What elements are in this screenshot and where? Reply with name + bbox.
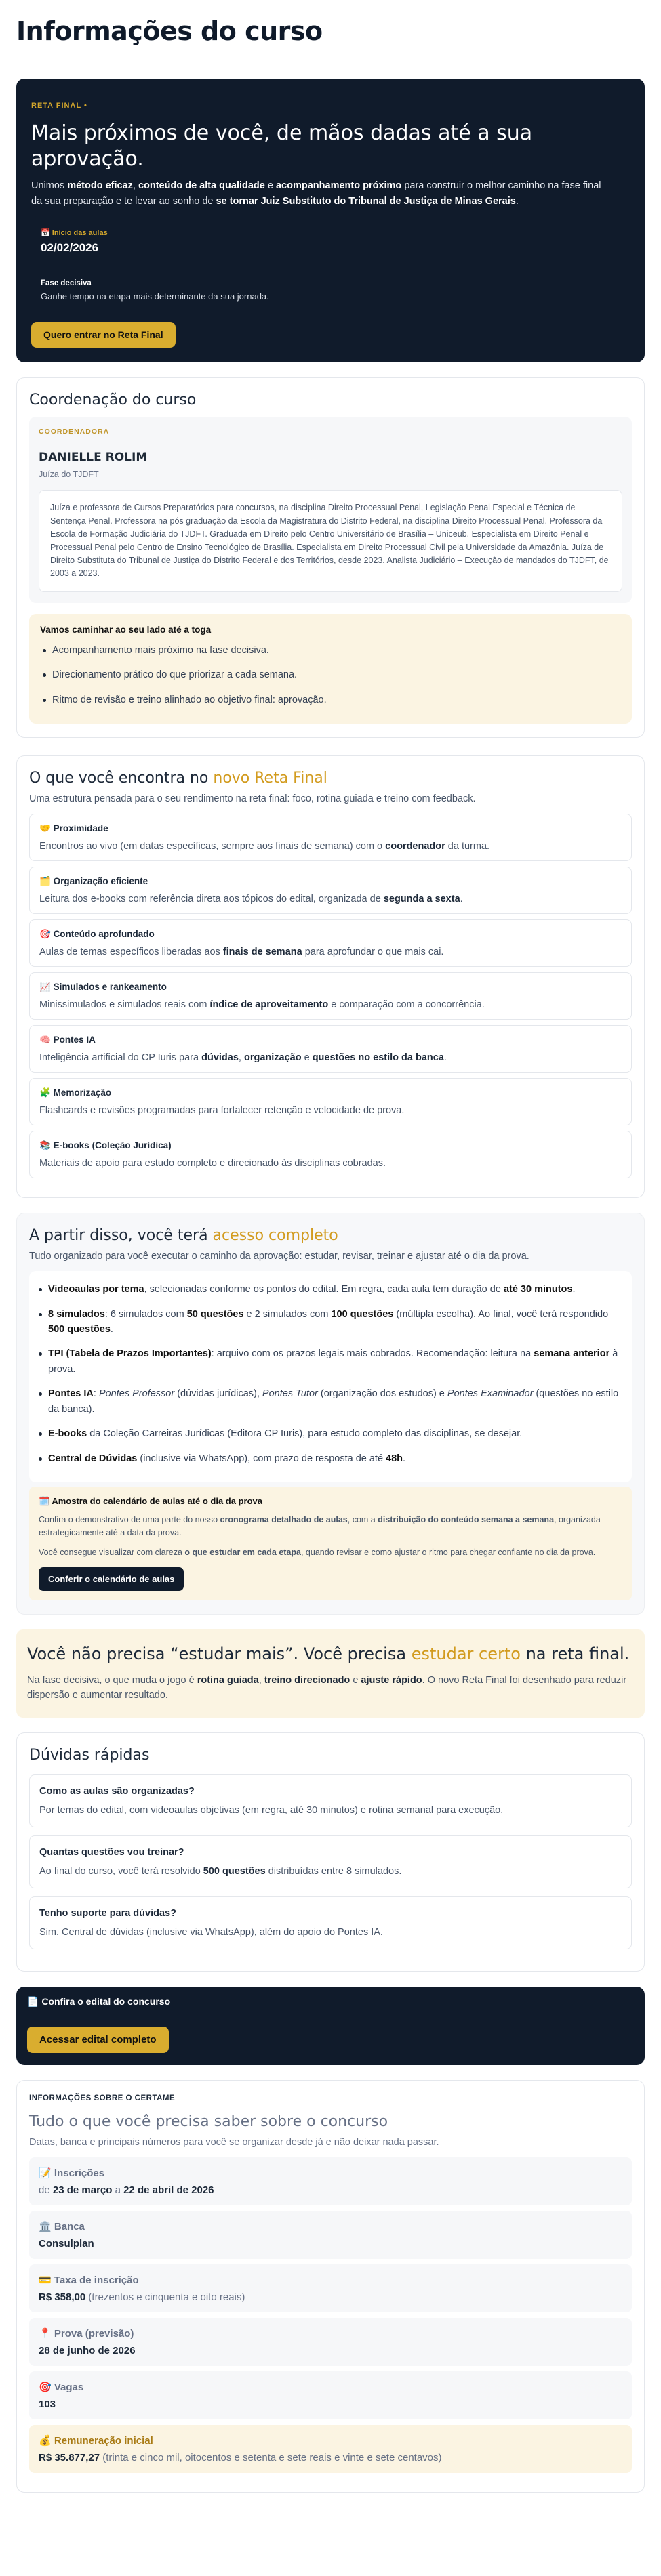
coordinator-role: Juíza do TJDFT <box>39 470 99 480</box>
coordinator-card <box>29 417 632 602</box>
text-bold: semana anterior <box>534 1348 610 1360</box>
feature-text <box>39 1158 622 1169</box>
fact-label-text: Inscrições <box>54 2167 105 2180</box>
title-text: O que você encontra no <box>29 770 214 787</box>
fact-value <box>39 2184 622 2196</box>
text: : <box>93 1388 99 1400</box>
text-bold: índice de aproveitamento <box>209 999 329 1011</box>
text-bold: R$ 358,00 <box>39 2291 86 2304</box>
chart-up-icon: 📈 <box>39 982 54 993</box>
money-bag-icon: 💰 <box>39 2435 54 2447</box>
list-item <box>36 1346 622 1377</box>
edital-label <box>27 1996 634 2008</box>
fact-label <box>39 2327 622 2340</box>
faq-question: Tenho suporte para dúvidas? <box>39 1908 176 1919</box>
text: e <box>264 180 276 191</box>
coordinator-name: DANIELLE ROLIM <box>39 451 148 465</box>
calendar-box <box>29 1487 632 1600</box>
feature-title-text: Conteúdo aprofundado <box>53 929 155 940</box>
text: da Coleção Carreiras Jurídicas (Editora CP Iuris), para estudo completo das disciplinas, se desejar. <box>87 1428 523 1440</box>
faq-item <box>29 1835 632 1888</box>
text: , com a <box>347 1515 378 1525</box>
text-bold: treino direcionado <box>264 1674 350 1686</box>
title-text: Você não precisa “estudar mais”. Você precisa <box>27 1644 412 1663</box>
text: Flashcards e revisões programadas para fortalecer retenção e velocidade de prova. <box>39 1105 405 1117</box>
fact-label-text: Vagas <box>54 2382 84 2394</box>
bank-icon: 🏛️ <box>39 2221 54 2233</box>
calendar-desc-2 <box>39 1546 622 1559</box>
phase-label: Fase decisiva <box>41 279 92 288</box>
target-icon: 🎯 <box>39 2382 54 2394</box>
list-item <box>36 1451 622 1466</box>
fact-value <box>39 2345 622 2356</box>
hero-headline: Mais próximos de você, de mãos dadas até a sua aprovação. <box>31 121 533 171</box>
text: de <box>39 2184 53 2197</box>
text-bold: 48h <box>386 1453 403 1464</box>
text-bold: dúvidas <box>201 1052 239 1064</box>
feature-card <box>29 972 632 1020</box>
start-date-label <box>41 228 630 237</box>
text-bold: questões no estilo da banca <box>312 1052 444 1064</box>
puzzle-icon: 🧩 <box>39 1087 54 1098</box>
feature-text <box>39 1105 622 1116</box>
coordinator-tag: COORDENADORA <box>39 428 110 436</box>
feature-title <box>39 876 622 887</box>
text: Encontros ao vivo (em datas específicas, sempre aos finais de semana) com o <box>39 841 386 852</box>
faq-item <box>29 1774 632 1827</box>
start-date-value: 02/02/2026 <box>41 241 99 255</box>
text-italic: Pontes Professor <box>98 1388 175 1400</box>
brain-icon: 🧠 <box>39 1035 54 1045</box>
text: (trezentos e cinquenta e oito reais) <box>85 2291 245 2304</box>
fact-item <box>29 2264 632 2312</box>
calendar-button[interactable]: Conferir o calendário de aulas <box>39 1567 184 1591</box>
section-title <box>29 1227 632 1244</box>
fact-item <box>29 2371 632 2419</box>
fact-item <box>29 2318 632 2366</box>
text: à prova. <box>48 1348 618 1375</box>
fact-label <box>39 2381 622 2393</box>
study-right-banner <box>16 1629 645 1718</box>
feature-title-text: Organização eficiente <box>53 876 148 887</box>
text: . <box>443 1052 447 1064</box>
text-bold: acompanhamento próximo <box>275 180 402 191</box>
books-icon: 📚 <box>39 1140 54 1151</box>
text: . <box>515 196 519 207</box>
together-list <box>40 643 621 707</box>
faq-answer <box>39 1866 622 1877</box>
title-accent: acesso completo <box>212 1227 338 1245</box>
feature-card <box>29 1078 632 1125</box>
text-bold: 28 de junho de 2026 <box>39 2345 136 2357</box>
text-bold: organização <box>243 1052 302 1064</box>
text: Você consegue visualizar com clareza <box>39 1547 185 1557</box>
text: Unimos <box>31 180 68 191</box>
text: Sim. Central de dúvidas (inclusive via WhatsApp), além do apoio do Pontes IA. <box>39 1927 383 1938</box>
text: (dúvidas jurídicas), <box>174 1388 262 1400</box>
text-bold: E-books <box>48 1428 87 1440</box>
text-bold: coordenador <box>385 841 445 852</box>
text-bold: finais de semana <box>222 947 302 958</box>
fact-label-text: Prova (previsão) <box>54 2328 134 2340</box>
page-title: Informações do curso <box>16 16 323 46</box>
text: . <box>460 894 463 905</box>
text: para construir o melhor caminho na fase final da sua preparação e te levar ao sonho de <box>31 180 601 207</box>
text-bold: 100 questões <box>331 1308 394 1320</box>
fact-item <box>29 2157 632 2205</box>
faq-question: Quantas questões vou treinar? <box>39 1847 184 1858</box>
text: Confira o demonstrativo de uma parte do nosso <box>39 1515 220 1525</box>
fact-item <box>29 2211 632 2259</box>
edital-label-text: Confira o edital do concurso <box>41 1996 171 2008</box>
pin-icon: 📍 <box>39 2328 54 2340</box>
credit-card-icon: 💳 <box>39 2274 54 2287</box>
section-title: Dúvidas rápidas <box>29 1747 150 1764</box>
calendar-desc-1 <box>39 1514 622 1539</box>
list-item: Acompanhamento mais próximo na fase decisiva. <box>40 643 621 658</box>
text: (inclusive via WhatsApp), com prazo de resposta de até <box>137 1453 386 1464</box>
text-bold: método eficaz <box>67 180 133 191</box>
fact-label-text: Banca <box>54 2221 85 2233</box>
pencil-icon: 📝 <box>39 2167 54 2180</box>
feature-title <box>39 1140 622 1151</box>
text: , quando revisar e como ajustar o ritmo para chegar confiante no dia da prova. <box>300 1547 596 1557</box>
feature-card <box>29 867 632 914</box>
text: : arquivo com os prazos legais mais cobrados. Recomendação: leitura na <box>211 1348 534 1360</box>
text-italic: Pontes Tutor <box>262 1388 318 1400</box>
faq-question: Como as aulas são organizadas? <box>39 1786 195 1798</box>
text-bold: 500 questões <box>48 1323 111 1335</box>
hero-lead <box>31 178 614 209</box>
feature-title <box>39 982 622 993</box>
feature-list <box>29 814 632 1178</box>
text: Por temas do edital, com videoaulas objetivas (em regra, até 30 minutos) e rotina semanal para execução. <box>39 1805 504 1816</box>
fact-value <box>39 2398 622 2410</box>
feature-title <box>39 929 622 940</box>
feature-text <box>39 1052 622 1063</box>
fact-label <box>39 2434 622 2447</box>
text: . <box>110 1323 113 1335</box>
text-bold: Central de Dúvidas <box>48 1453 138 1464</box>
fact-value <box>39 2238 622 2249</box>
title-accent: estudar certo <box>411 1644 521 1663</box>
calendar-icon: 🗓️ <box>39 1496 52 1507</box>
list-item <box>36 1426 622 1441</box>
feature-text <box>39 841 622 852</box>
feature-text <box>39 999 622 1010</box>
feature-title <box>39 1087 622 1098</box>
together-title: Vamos caminhar ao seu lado até a toga <box>40 624 212 635</box>
section-subtitle: Datas, banca e principais números para você se organizar desde já e não deixar nada passar. <box>29 2137 439 2148</box>
text: Minissimulados e simulados reais com <box>39 999 210 1011</box>
title-text: na reta final. <box>520 1644 630 1663</box>
text: a <box>112 2184 124 2197</box>
text-bold: segunda a sexta <box>383 894 460 905</box>
calendar-icon: 📅 <box>41 229 52 238</box>
hero-kicker: RETA FINAL • <box>31 102 87 110</box>
text: . O novo Reta Final foi desenhado para reduzir dispersão e aumentar resultado. <box>27 1674 627 1701</box>
fact-label <box>39 2274 622 2286</box>
exam-info-section <box>16 2080 645 2493</box>
section-title: Coordenação do curso <box>29 392 197 409</box>
phase-text: Ganhe tempo na etapa mais determinante da sua jornada. <box>41 291 269 302</box>
calendar-title <box>39 1496 622 1507</box>
section-subtitle: Uma estrutura pensada para o seu rendimento na reta final: foco, rotina guiada e treino com feedback. <box>29 793 476 805</box>
title-text: A partir disso, você terá <box>29 1227 213 1245</box>
feature-title-text: Simulados e rankeamento <box>53 982 167 993</box>
facts-list <box>29 2157 632 2473</box>
banner-text <box>27 1673 634 1703</box>
text-bold: o que estudar em cada etapa <box>184 1547 301 1557</box>
text: Ao final do curso, você terá resolvido <box>39 1866 203 1877</box>
list-item <box>36 1282 622 1297</box>
text-bold: Pontes IA <box>48 1388 94 1400</box>
feature-title <box>39 1035 622 1045</box>
text-bold: R$ 35.877,27 <box>39 2452 100 2464</box>
fact-label <box>39 2167 622 2179</box>
feature-card <box>29 814 632 861</box>
text-bold: distribuição do conteúdo semana a semana <box>378 1515 555 1525</box>
text-bold: Consulplan <box>39 2238 94 2250</box>
feature-title-text: E-books (Coleção Jurídica) <box>53 1140 172 1151</box>
feature-text <box>39 894 622 905</box>
features-section <box>16 755 645 1198</box>
faq-item <box>29 1896 632 1949</box>
coordinator-bio: Juíza e professora de Cursos Preparatórios para concursos, na disciplina Direito Processual Penal, Legislação Penal Especial e Técnica de Sentença Penal. Professora na pós graduação da Escola da Magistratura do Distrito Federal, na disciplina Direito Processual Penal. Professora da Escola de Formação Judiciária do TJDFT. Graduada em Direito pelo Centro Universitário de Brasília – Uniceub. Especialista em Direito Penal e Processual Penal pelo Centro de Ensino Tecnológico de Brasília. Especialista em Direito Processual Civil pela Universidade da Amazônia. Juíza de Direito Substituta do Tribunal de Justiça do Distrito Federal e dos Territórios, desde 2023. Analista Judiciário – Execução de mandados do TJDFT, de 2003 a 2023. <box>39 490 622 591</box>
feature-title-text: Pontes IA <box>53 1035 96 1045</box>
feature-title <box>39 823 622 834</box>
text: , <box>258 1674 264 1686</box>
text-bold: 50 questões <box>186 1308 244 1320</box>
feature-card <box>29 919 632 967</box>
banner-title <box>27 1644 634 1663</box>
section-header: INFORMAÇÕES SOBRE O CERTAME <box>29 2094 176 2103</box>
text-bold: Videoaulas por tema <box>48 1284 144 1295</box>
text: distribuídas entre 8 simulados. <box>265 1866 402 1877</box>
together-box <box>29 614 632 724</box>
faq-section <box>16 1732 645 1972</box>
fact-item <box>29 2425 632 2473</box>
text-bold: ajuste rápido <box>361 1674 422 1686</box>
text-bold: rotina guiada <box>197 1674 259 1686</box>
folder-icon: 🗂️ <box>39 876 54 887</box>
title-accent: novo Reta Final <box>213 770 327 787</box>
text: . <box>572 1284 576 1295</box>
document-icon: 📄 <box>27 1996 42 2008</box>
faq-list <box>29 1774 632 1949</box>
section-title: Tudo o que você precisa saber sobre o concurso <box>29 2113 388 2131</box>
start-date-label-text: Início das aulas <box>52 229 108 238</box>
fact-label <box>39 2220 622 2232</box>
fact-label-text: Remuneração inicial <box>54 2435 153 2447</box>
section-title <box>29 770 632 787</box>
list-item: Ritmo de revisão e treino alinhado ao objetivo final: aprovação. <box>40 692 621 707</box>
handshake-icon: 🤝 <box>39 823 54 834</box>
text: Leitura dos e-books com referência direta aos tópicos do edital, organizada de <box>39 894 384 905</box>
text: , <box>238 1052 244 1064</box>
text: Inteligência artificial do CP Iuris para <box>39 1052 202 1064</box>
text: e comparação com a concorrência. <box>328 999 485 1011</box>
fact-value <box>39 2452 622 2464</box>
access-section <box>16 1213 645 1614</box>
text-bold: 22 de abril de 2026 <box>123 2184 214 2197</box>
section-subtitle: Tudo organizado para você executar o caminho da aprovação: estudar, revisar, treinar e ajustar até o dia da prova. <box>29 1251 529 1262</box>
text-bold: conteúdo de alta qualidade <box>138 180 265 191</box>
feature-title-text: Memorização <box>53 1087 112 1098</box>
text: da turma. <box>445 841 490 852</box>
hero-banner <box>16 79 645 362</box>
fact-label-text: Taxa de inscrição <box>54 2274 139 2287</box>
text-bold: 500 questões <box>203 1866 266 1877</box>
coordination-section <box>16 377 645 738</box>
text: e 2 simulados com <box>243 1308 332 1320</box>
text: , <box>132 180 138 191</box>
text: para aprofundar o que mais cai. <box>302 947 444 958</box>
text-bold: se tornar Juiz Substituto do Tribunal de Justiça de Minas Gerais <box>216 196 516 207</box>
open-edital-button[interactable]: Acessar edital completo <box>27 2027 169 2053</box>
text: Na fase decisiva, o que muda o jogo é <box>27 1674 197 1686</box>
feature-title-text: Proximidade <box>53 823 108 834</box>
text-bold: até 30 minutos <box>503 1284 573 1295</box>
faq-answer <box>39 1927 622 1938</box>
text-italic: Pontes Examinador <box>447 1388 534 1400</box>
feature-card <box>29 1131 632 1178</box>
calendar-title-text: Amostra do calendário de aulas até o dia da prova <box>52 1496 262 1507</box>
text: (múltipla escolha). Ao final, você terá respondido <box>393 1308 609 1320</box>
text: : 6 simulados com <box>104 1308 187 1320</box>
fact-value <box>39 2291 622 2303</box>
text: (organização dos estudos) e <box>317 1388 447 1400</box>
list-item <box>36 1386 622 1417</box>
feature-text <box>39 947 622 957</box>
text-bold: 8 simulados <box>48 1308 105 1320</box>
phase-block <box>41 279 630 302</box>
join-reta-final-button[interactable]: Quero entrar no Reta Final <box>31 322 176 348</box>
list-item: Direcionamento prático do que priorizar a cada semana. <box>40 667 621 682</box>
text: (questões no estilo da banca). <box>48 1388 619 1415</box>
text: Aulas de temas específicos liberadas aos <box>39 947 223 958</box>
text-bold: 23 de março <box>52 2184 113 2197</box>
target-icon: 🎯 <box>39 929 54 940</box>
text: , organizada estrategicamente até a data da prova. <box>39 1515 601 1537</box>
access-list <box>29 1271 632 1482</box>
list-item <box>36 1307 622 1337</box>
text: , selecionadas conforme os pontos do edital. Em regra, cada aula tem duração de <box>144 1284 504 1295</box>
feature-card <box>29 1025 632 1073</box>
text-bold: cronograma detalhado de aulas <box>220 1515 348 1525</box>
text: e <box>301 1052 313 1064</box>
text-bold: TPI (Tabela de Prazos Importantes) <box>48 1348 212 1360</box>
faq-answer <box>39 1805 622 1816</box>
start-date-block <box>41 228 630 255</box>
text-bold: 103 <box>39 2398 56 2411</box>
text: Materiais de apoio para estudo completo e direcionado às disciplinas cobradas. <box>39 1158 386 1169</box>
text: (trinta e cinco mil, oitocentos e setenta e sete reais e vinte e sete centavos) <box>100 2452 442 2464</box>
edital-box <box>16 1987 645 2065</box>
text: . <box>403 1453 406 1464</box>
text: e <box>350 1674 361 1686</box>
